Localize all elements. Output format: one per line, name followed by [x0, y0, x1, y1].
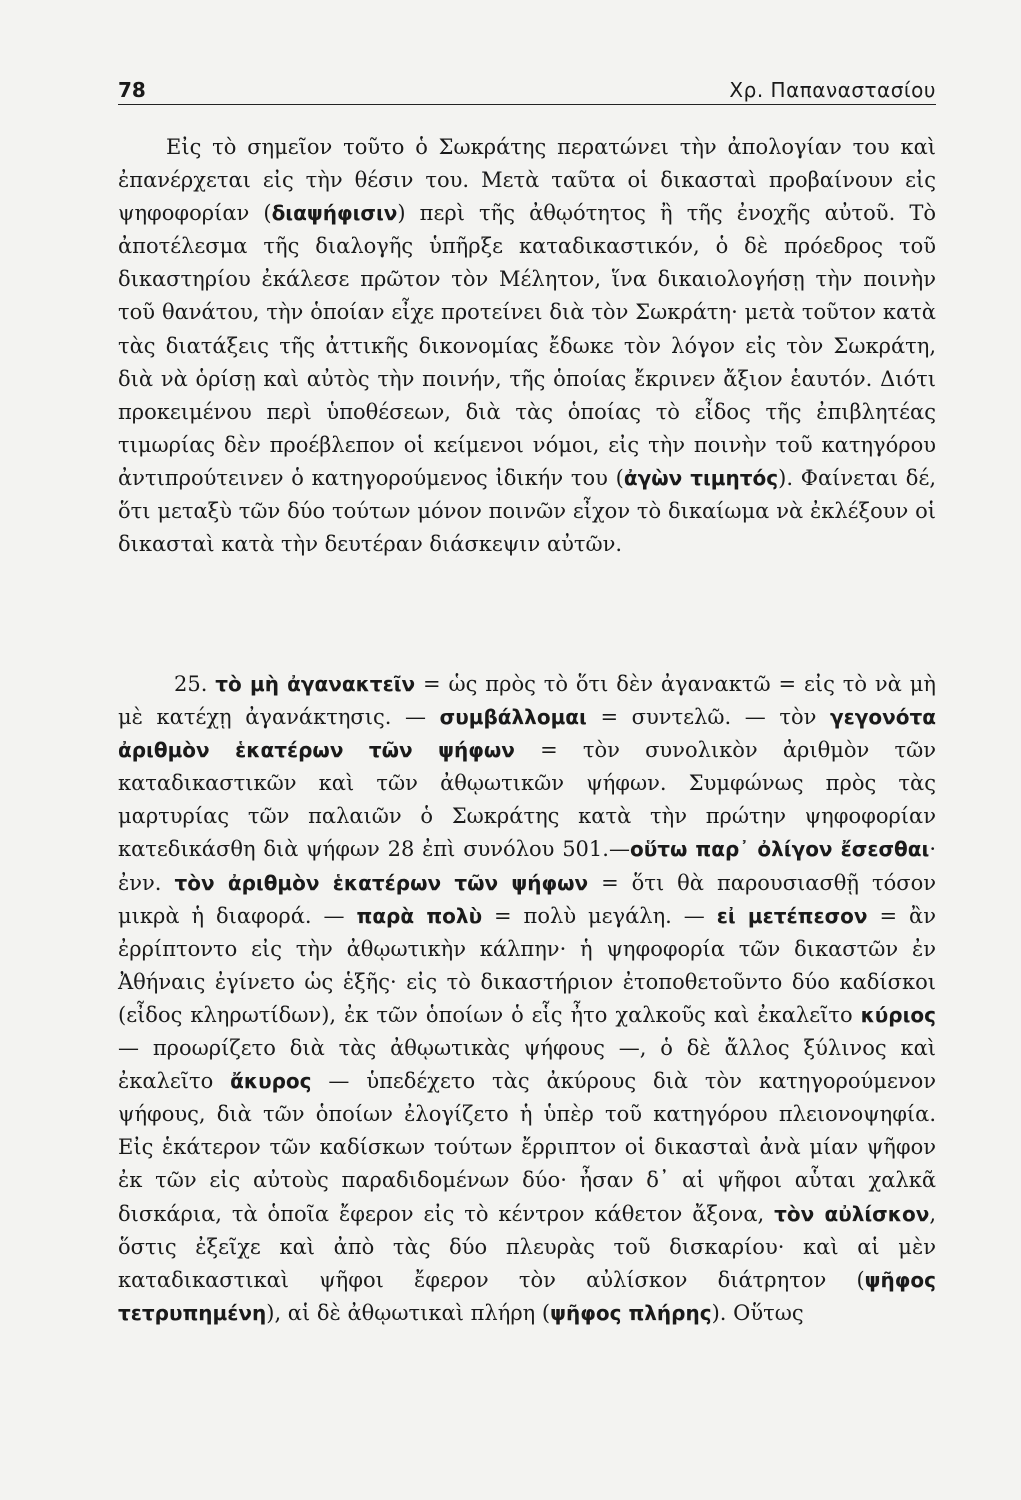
bold-term: τὸν ἀριθμὸν ἑκατέρων τῶν ψήφων — [174, 870, 589, 895]
text-run: · ἐνν. — [118, 837, 937, 895]
text-run: = ἂν ἐρρίπτοντο εἰς τὴν ἀθῳωτικὴν κάλπην· ἡ ψηφοφορία τῶν δικαστῶν ἐν Ἀθήναις ἐγίνετο ὡς ἑξῆς· εἰς τὸ δικαστήριον ἐτοποθετοῦντο δύο καδίσκοι (εἶδος κληρωτίδων), ἐκ τῶν ὁποίων ὁ εἷς ἦτο χαλκοῦς καὶ ἐκαλεῖτο — [118, 903, 936, 1027]
bold-term: ψῆφος πλήρης — [550, 1300, 712, 1325]
text-run: — ὑπεδέχετο τὰς ἀκύρους διὰ τὸν κατηγορούμενον ψήφους, διὰ τῶν ὁποίων ἐλογίζετο ἡ ὑπὲρ τοῦ κατηγόρου πλειονοψηφία. Εἰς ἑκάτερον τῶν καδίσκων τούτων ἔρριπτον οἱ δικασταὶ ἀνὰ μίαν ψῆφον ἐκ τῶν εἰς αὐτοὺς παραδιδομένων δύο· ἦσαν δ᾽ αἱ ψῆφοι αὗται χαλκᾶ δισκάρια, τὰ ὁποῖα ἔφερον εἰς τὸ κέντρον κάθετον ἄξονα, — [118, 1069, 937, 1226]
text-run: ), αἱ δὲ ἀθῳωτικαὶ πλήρη ( — [266, 1300, 551, 1325]
text-run: Εἰς τὸ σημεῖον τοῦτο ὁ Σωκράτης περατώνει τὴν ἀπολογίαν του καὶ ἐπανέρχεται εἰς τὴν θέσιν του. Μετὰ ταῦτα οἱ δικασταὶ προβαίνουν εἰς ψηφοφορίαν ( — [118, 135, 936, 226]
text-run: ). Φαίνεται δέ, ὅτι μεταξὺ τῶν δύο τούτων μόνον ποινῶν εἶχον τὸ δικαίωμα νὰ ἐκλέξουν οἱ δικασταὶ κατὰ τὴν δευτέραν διάσκεψιν αὐτῶν. — [118, 465, 936, 557]
commentary-paragraph-25 — [118, 668, 936, 1330]
book-page — [118, 0, 936, 1500]
text-run: = τὸν συνολικὸν ἀριθμὸν τῶν καταδικαστικῶν καὶ τῶν ἀθῳωτικῶν ψήφων. Συμφώνως πρὸς τὰς μαρτυρίας τῶν παλαιῶν ὁ Σωκράτης κατὰ τὴν πρώτην ψηφοφορίαν κατεδικάσθη διὰ ψήφων 28 ἐπὶ συνόλου 501.— — [118, 738, 936, 862]
body-paragraph-1 — [118, 131, 936, 561]
bold-term: τὸ μὴ ἀγανακτεῖν — [215, 672, 416, 696]
running-header — [118, 72, 936, 105]
bold-term: ἄκυρος — [230, 1069, 312, 1094]
bold-term: συμβάλλομαι — [439, 705, 587, 730]
text-run: ). Οὕτως — [711, 1300, 804, 1325]
page-number: 78 — [118, 78, 146, 102]
text-run: = ὅτι θὰ παρουσιασθῇ τόσον μικρὰ ἡ διαφορά. — — [118, 870, 936, 928]
text-run: = συντελῶ. — τὸν — [586, 705, 830, 730]
text-run: ) περὶ τῆς ἀθῳότητος ἢ τῆς ἐνοχῆς αὐτοῦ. Τὸ ἀποτέλεσμα τῆς διαλογῆς ὑπῆρξε καταδικαστικόν, ὁ δὲ πρόεδρος τοῦ δικαστηρίου ἐκάλεσε πρῶτον τὸν Μέλητον, ἵνα δικαιολογήσῃ τὴν ποινὴν τοῦ θανάτου, τὴν ὁποίαν εἶχε προτείνει διὰ τὸν Σωκράτη· μετὰ τοῦτον κατὰ τὰς διατάξεις τῆς ἀττικῆς δικονομίας ἔδωκε τὸν λόγον εἰς τὸν Σωκράτη, διὰ νὰ ὁρίσῃ καὶ αὐτὸς τὴν ποινήν, τῆς ὁποίας ἔκρινεν ἄξιον ἑαυτόν. Διότι προκειμένου περὶ ὑποθέσεων, διὰ τὰς ὁποίας τὸ εἶδος τῆς ἐπιβλητέας τιμωρίας δὲν προέβλεπον οἱ κείμενοι νόμοι, εἰς τὴν ποινὴν τοῦ κατηγόρου ἀντιπρούτεινεν ὁ κατηγορούμενος ἰδικήν του ( — [118, 201, 936, 490]
bold-term: εἰ μετέπεσον — [716, 903, 868, 928]
bold-term: ψῆφος τετρυπημένη — [118, 1267, 936, 1325]
text-run: = ὡς πρὸς τὸ ὅτι δὲν ἀγανακτῶ = εἰς τὸ νὰ μὴ μὲ κατέχῃ ἀγανάκτησις. — — [118, 672, 936, 730]
bold-term: οὕτω παρ᾽ ὀλίγον ἔσεσθαι — [629, 837, 930, 862]
text-run: = πολὺ μεγάλη. — — [482, 903, 717, 928]
bold-term: ἀγὼν τιμητός — [623, 465, 779, 490]
note-number: 25. — [174, 672, 216, 696]
running-head-author: Χρ. Παπαναστασίου — [729, 78, 936, 102]
bold-term: τὸν αὐλίσκον — [774, 1201, 930, 1226]
text-run: , ὅστις ἐξεῖχε καὶ ἀπὸ τὰς δύο πλευρὰς τοῦ δισκαρίου· καὶ αἱ μὲν καταδικαστικαὶ ψῆφοι ἔφερον τὸν αὐλίσκον διάτρητον ( — [118, 1201, 937, 1292]
bold-term: παρὰ πολὺ — [356, 903, 483, 928]
bold-term: διαψήφισιν — [271, 201, 398, 226]
bold-term: κύριος — [860, 1002, 936, 1027]
text-run: — προωρίζετο διὰ τὰς ἀθῳωτικὰς ψήφους —, ὁ δὲ ἄλλος ξύλινος καὶ ἐκαλεῖτο — [118, 1036, 936, 1094]
bold-term: γεγονότα ἀριθμὸν ἑκατέρων τῶν ψήφων — [118, 705, 936, 763]
